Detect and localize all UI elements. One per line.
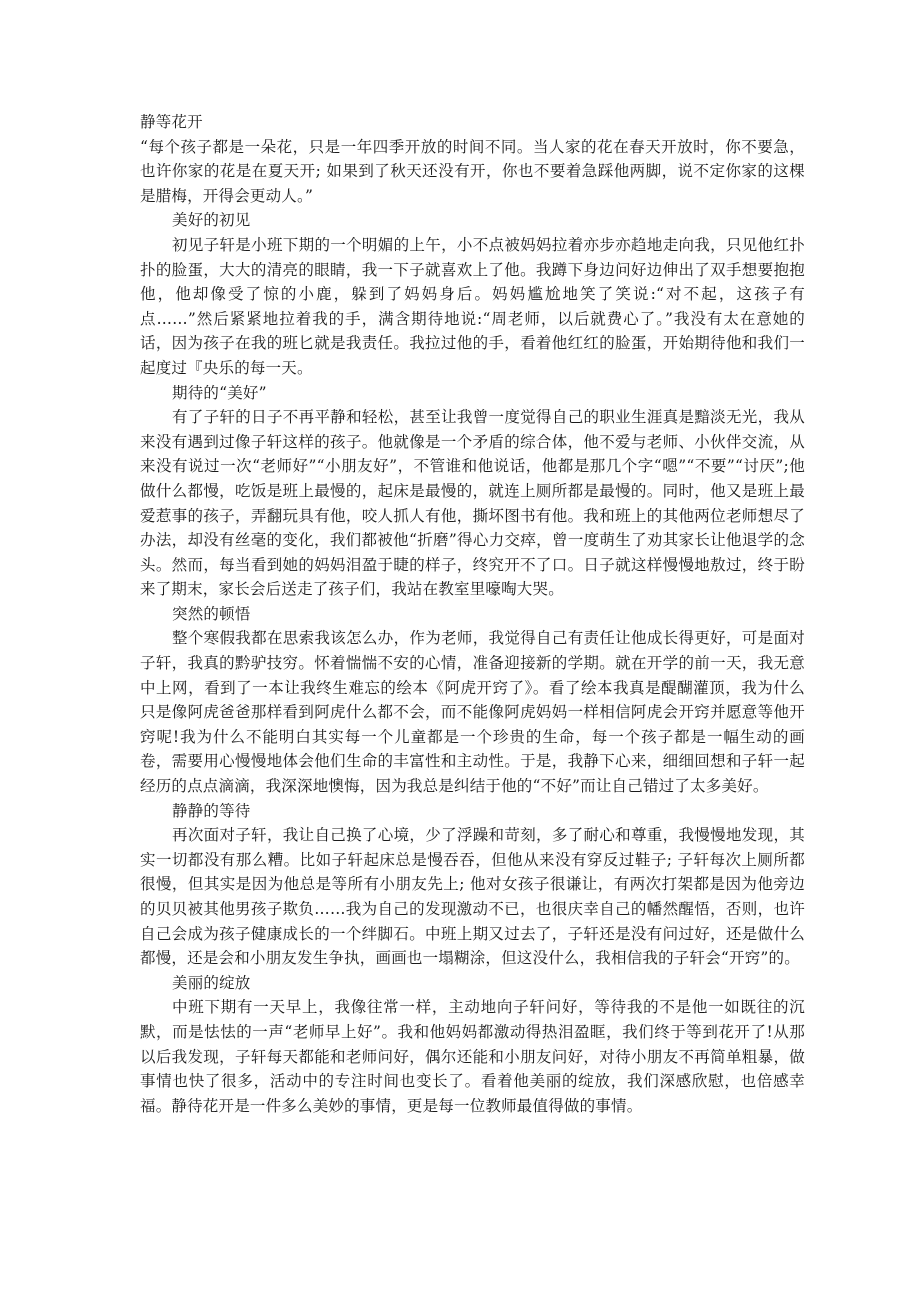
section-2 [140, 381, 805, 602]
section-heading: 期待的“美好” [172, 383, 267, 402]
document-title: 静等花开 [140, 113, 203, 131]
section-body: 整个寒假我都在思索我该怎么办，作为老师，我觉得自己有责任让他成长得更好，可是面对子轩，我真的黔驴技穷。怀着惴惴不安的心情，准备迎接新的学期。就在开学的前一天，我无意中上网，看到了一本让我终生难忘的绘本《阿虎开窍了》。看了绘本我真是醍醐灌顶，我为什么只是像阿虎爸爸那样看到阿虎什么都不会，而不能像阿虎妈妈一样相信阿虎会开窍并愿意等他开窍呢!我为什么不能明白其实每一个儿童都是一个珍贵的生命，每一个孩子都是一幅生动的画卷，需要用心慢慢地体会他们生命的丰富性和主动性。于是，我静下心来，细细回想和子轩一起经历的点点滴滴，我深深地懊悔，因为我总是纠结于他的“不好”而让自己错过了太多美好。 [140, 629, 805, 796]
section-4 [140, 799, 805, 971]
section-body: 中班下期有一天早上，我像往常一样，主动地向子轩问好，等待我的不是他一如既往的沉默，而是怯怯的一声“老师早上好”。我和他妈妈都激动得热泪盈眶，我们终于等到花开了!从那以后我发现，子轩每天都能和老师问好，偶尔还能和小朋友问好，对待小朋友不再简单粗暴，做事情也快了很多，活动中的专注时间也变长了。看着他美丽的绽放，我们深感欣慰，也倍感幸福。静待花开是一件多么美妙的事情，更是每一位教师最值得做的事情。 [140, 998, 805, 1115]
section-3 [140, 602, 805, 799]
document-page [140, 110, 805, 1118]
intro-quote: “每个孩子都是一朵花，只是一年四季开放的时间不同。当人家的花在春天开放时，你不要急，也许你家的花是在夏天开; 如果到了秋天还没有开，你也不要着急踩他两脚，说不定你家的这棵是腊梅，开得会更动人。” [140, 137, 805, 205]
section-body: 再次面对子轩，我让自己换了心境，少了浮躁和苛刻，多了耐心和尊重，我慢慢地发现，其实一切都没有那么糟。比如子轩起床总是慢吞吞，但他从来没有穿反过鞋子; 子轩每次上厕所都很慢，但其实是因为他总是等所有小朋友先上; 他对女孩子很谦让，有两次打架都是因为他旁边的贝贝被其他男孩子欺负……我为自己的发现激动不已，也很庆幸自己的幡然醒悟，否则，也许自己会成为孩子健康成长的一个绊脚石。中班上期又过去了，子轩还是没有问过好，还是做什么都慢，还是会和小朋友发生争执，画画也一塌糊涂，但这没什么，我相信我的子轩会“开窍”的。 [140, 826, 805, 968]
section-body: 有了子轩的日子不再平静和轻松，甚至让我曾一度觉得自己的职业生涯真是黯淡无光，我从来没有遇到过像子轩这样的孩子。他就像是一个矛盾的综合体，他不爱与老师、小伙伴交流，从来没有说过一次“老师好”“小朋友好”，不管谁和他说话，他都是那几个字“嗯”“不要”“讨厌”;他做什么都慢，吃饭是班上最慢的，起床是最慢的，就连上厕所都是最慢的。同时，他又是班上最爱惹事的孩子，弄翻玩具有他，咬人抓人有他，撕坏图书有他。我和班上的其他两位老师想尽了办法，却没有丝毫的变化，我们都被他“折磨”得心力交瘁，曾一度萌生了劝其家长让他退学的念头。然而，每当看到她的妈妈泪盈于睫的样子，终究开不了口。日子就这样慢慢地敖过，终于盼来了期末，家长会后送走了孩子们，我站在教室里嚎啕大哭。 [140, 408, 805, 599]
section-body: 初见子轩是小班下期的一个明媚的上午，小不点被妈妈拉着亦步亦趋地走向我，只见他红扑扑的脸蛋，大大的清亮的眼睛，我一下子就喜欢上了他。我蹲下身边问好边伸出了双手想要抱抱他，他却像受了惊的小鹿，躲到了妈妈身后。妈妈尴尬地笑了笑说:“对不起，这孩子有点……”然后紧紧地拉着我的手，满含期待地说:“周老师，以后就费心了。”我没有太在意她的话，因为孩子在我的班匕就是我责任。我拉过他的手，看着他红红的脸蛋，开始期待他和我们一起度过『央乐的每一天。 [140, 235, 805, 377]
section-heading: 静静的等待 [172, 801, 251, 820]
section-heading: 美丽的绽放 [172, 973, 251, 992]
section-heading: 突然的顿悟 [172, 604, 251, 623]
section-5 [140, 971, 805, 1119]
section-1 [140, 208, 805, 380]
section-heading: 美好的初见 [172, 211, 251, 230]
